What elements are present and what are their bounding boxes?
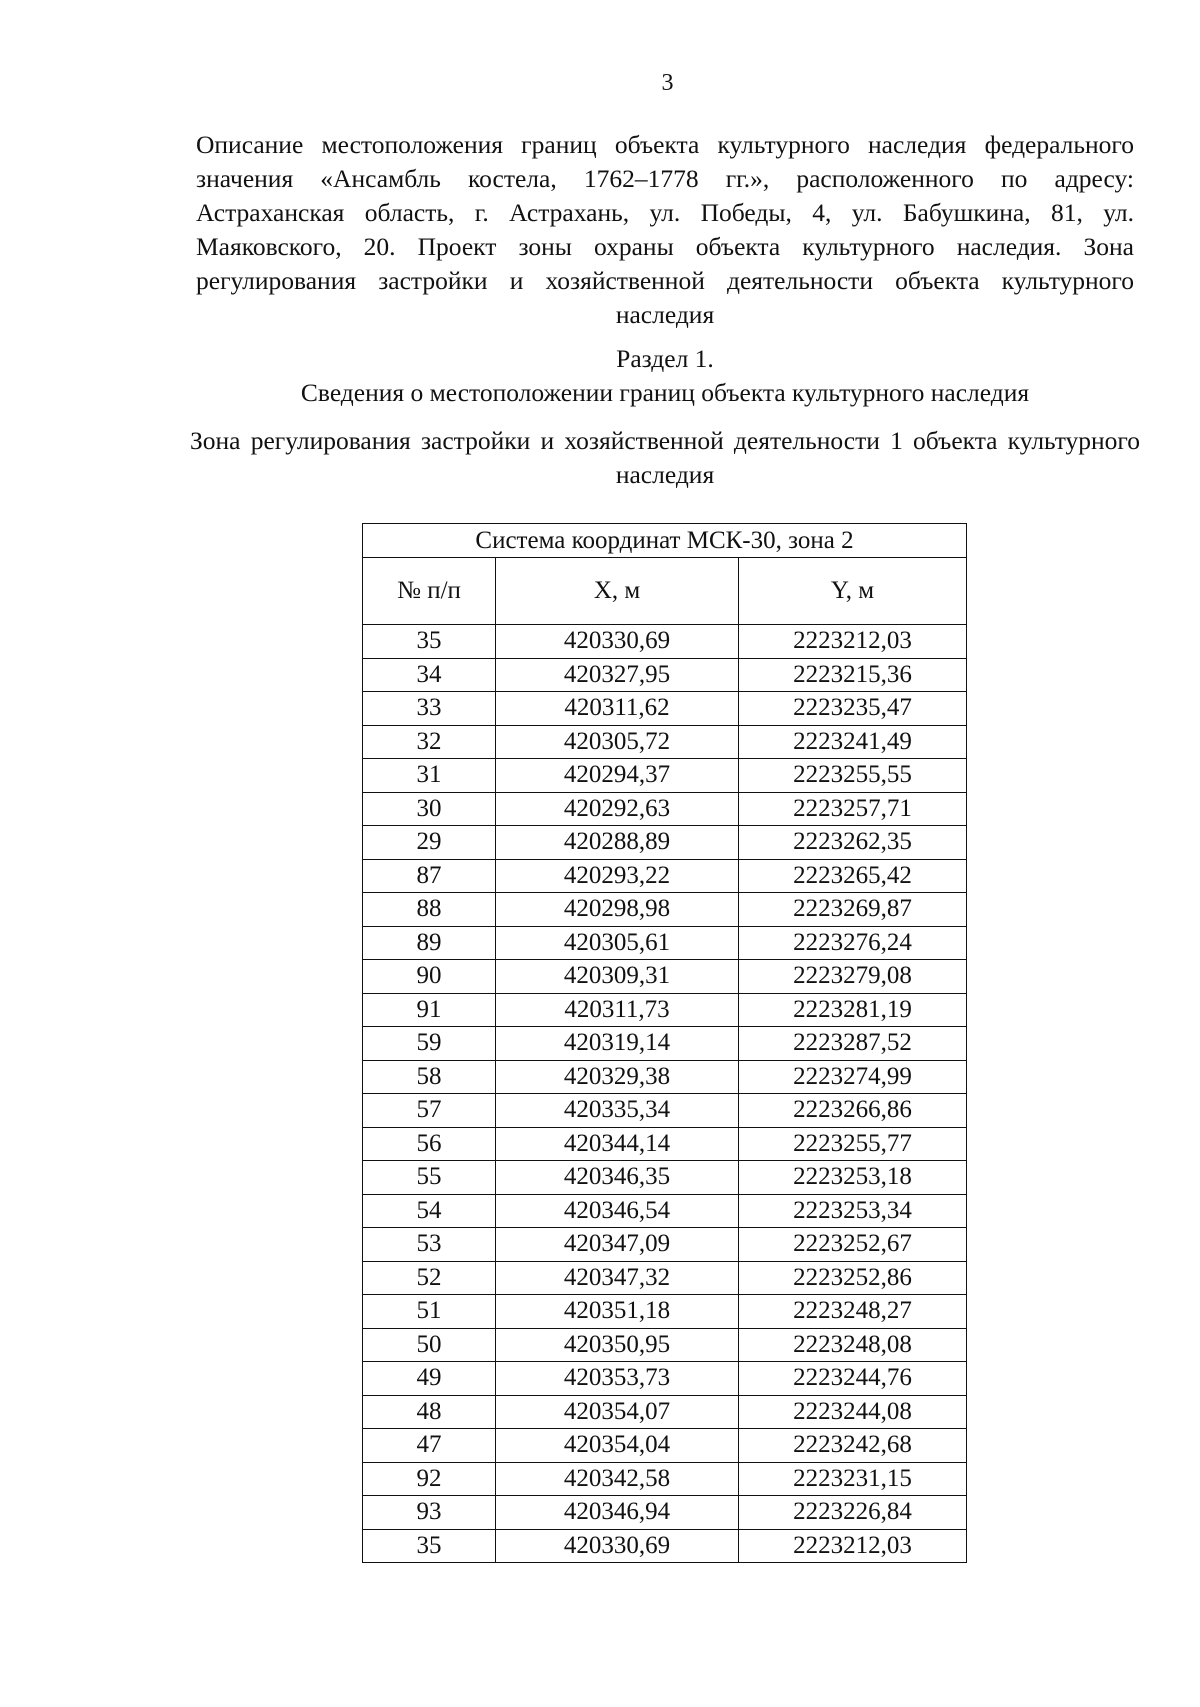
x-coordinate-cell: 420298,98 — [496, 893, 739, 927]
table-row — [363, 993, 967, 1027]
x-coordinate-cell: 420294,37 — [496, 759, 739, 793]
column-header-y: Y, м — [739, 558, 967, 625]
y-coordinate-cell: 2223235,47 — [739, 692, 967, 726]
point-number-cell: 92 — [363, 1462, 496, 1496]
point-number-cell: 58 — [363, 1060, 496, 1094]
point-number-cell: 35 — [363, 625, 496, 659]
x-coordinate-cell: 420311,73 — [496, 993, 739, 1027]
table-row — [363, 725, 967, 759]
table-row — [363, 826, 967, 860]
table-row — [363, 1060, 967, 1094]
y-coordinate-cell: 2223265,42 — [739, 859, 967, 893]
table-row — [363, 1261, 967, 1295]
table-row — [363, 960, 967, 994]
x-coordinate-cell: 420347,09 — [496, 1228, 739, 1262]
table-row — [363, 1362, 967, 1396]
table-row — [363, 1529, 967, 1563]
y-coordinate-cell: 2223266,86 — [739, 1094, 967, 1128]
point-number-cell: 59 — [363, 1027, 496, 1061]
table-row — [363, 1462, 967, 1496]
point-number-cell: 88 — [363, 893, 496, 927]
point-number-cell: 47 — [363, 1429, 496, 1463]
point-number-cell: 50 — [363, 1328, 496, 1362]
x-coordinate-cell: 420330,69 — [496, 625, 739, 659]
zone-title: Зона регулирования застройки и хозяйственной деятельности 1 объекта культурного наследия — [190, 426, 1140, 489]
point-number-cell: 93 — [363, 1496, 496, 1530]
table-row — [363, 859, 967, 893]
x-coordinate-cell: 420354,04 — [496, 1429, 739, 1463]
y-coordinate-cell: 2223226,84 — [739, 1496, 967, 1530]
point-number-cell: 87 — [363, 859, 496, 893]
point-number-cell: 35 — [363, 1529, 496, 1563]
x-coordinate-cell: 420288,89 — [496, 826, 739, 860]
y-coordinate-cell: 2223242,68 — [739, 1429, 967, 1463]
y-coordinate-cell: 2223279,08 — [739, 960, 967, 994]
point-number-cell: 32 — [363, 725, 496, 759]
page-number: 3 — [661, 70, 674, 96]
section-subtitle: Сведения о местоположении границ объекта культурного наследия — [300, 378, 1030, 407]
y-coordinate-cell: 2223248,08 — [739, 1328, 967, 1362]
x-coordinate-cell: 420350,95 — [496, 1328, 739, 1362]
table-row — [363, 1094, 967, 1128]
point-number-cell: 54 — [363, 1194, 496, 1228]
x-coordinate-cell: 420346,35 — [496, 1161, 739, 1195]
document-description: Описание местоположения границ объекта культурного наследия федерального значения «Ансамбль костела, 1762–1778 гг.», расположенного по адресу: Астраханская область, г. Астрахань, ул. Победы, 4, ул. Бабушкина, 81, ул. Маяковского, 20. Проект зоны охраны объекта культурного наследия. Зона регулирования застройки и хозяйственной деятельности объекта культурного наследия — [196, 130, 1134, 329]
y-coordinate-cell: 2223262,35 — [739, 826, 967, 860]
section-title: Раздел 1. — [616, 344, 714, 373]
y-coordinate-cell: 2223253,18 — [739, 1161, 967, 1195]
x-coordinate-cell: 420354,07 — [496, 1395, 739, 1429]
point-number-cell: 33 — [363, 692, 496, 726]
x-coordinate-cell: 420344,14 — [496, 1127, 739, 1161]
table-body — [363, 625, 967, 1563]
point-number-cell: 53 — [363, 1228, 496, 1262]
y-coordinate-cell: 2223255,77 — [739, 1127, 967, 1161]
table-row — [363, 1429, 967, 1463]
y-coordinate-cell: 2223244,08 — [739, 1395, 967, 1429]
y-coordinate-cell: 2223276,24 — [739, 926, 967, 960]
table-row — [363, 759, 967, 793]
point-number-cell: 34 — [363, 658, 496, 692]
point-number-cell: 56 — [363, 1127, 496, 1161]
y-coordinate-cell: 2223269,87 — [739, 893, 967, 927]
table-row — [363, 926, 967, 960]
table-row — [363, 1328, 967, 1362]
table-row — [363, 658, 967, 692]
table-row — [363, 625, 967, 659]
table-row — [363, 1395, 967, 1429]
table-row — [363, 1194, 967, 1228]
x-coordinate-cell: 420329,38 — [496, 1060, 739, 1094]
table-row — [363, 692, 967, 726]
x-coordinate-cell: 420353,73 — [496, 1362, 739, 1396]
point-number-cell: 57 — [363, 1094, 496, 1128]
y-coordinate-cell: 2223215,36 — [739, 658, 967, 692]
x-coordinate-cell: 420309,31 — [496, 960, 739, 994]
point-number-cell: 48 — [363, 1395, 496, 1429]
x-coordinate-cell: 420346,54 — [496, 1194, 739, 1228]
point-number-cell: 89 — [363, 926, 496, 960]
table-row — [363, 1127, 967, 1161]
point-number-cell: 52 — [363, 1261, 496, 1295]
x-coordinate-cell: 420330,69 — [496, 1529, 739, 1563]
table-caption: Система координат МСК-30, зона 2 — [363, 524, 967, 558]
x-coordinate-cell: 420347,32 — [496, 1261, 739, 1295]
point-number-cell: 90 — [363, 960, 496, 994]
x-coordinate-cell: 420319,14 — [496, 1027, 739, 1061]
x-coordinate-cell: 420335,34 — [496, 1094, 739, 1128]
table-row — [363, 1228, 967, 1262]
point-number-cell: 55 — [363, 1161, 496, 1195]
point-number-cell: 51 — [363, 1295, 496, 1329]
y-coordinate-cell: 2223257,71 — [739, 792, 967, 826]
y-coordinate-cell: 2223244,76 — [739, 1362, 967, 1396]
table-row — [363, 792, 967, 826]
y-coordinate-cell: 2223212,03 — [739, 1529, 967, 1563]
x-coordinate-cell: 420305,61 — [496, 926, 739, 960]
point-number-cell: 29 — [363, 826, 496, 860]
table-row — [363, 1496, 967, 1530]
point-number-cell: 31 — [363, 759, 496, 793]
y-coordinate-cell: 2223274,99 — [739, 1060, 967, 1094]
y-coordinate-cell: 2223231,15 — [739, 1462, 967, 1496]
column-header-number: № п/п — [363, 558, 496, 625]
y-coordinate-cell: 2223253,34 — [739, 1194, 967, 1228]
y-coordinate-cell: 2223252,86 — [739, 1261, 967, 1295]
y-coordinate-cell: 2223281,19 — [739, 993, 967, 1027]
table-row — [363, 893, 967, 927]
y-coordinate-cell: 2223255,55 — [739, 759, 967, 793]
y-coordinate-cell: 2223287,52 — [739, 1027, 967, 1061]
table-row — [363, 1161, 967, 1195]
table-row — [363, 1295, 967, 1329]
y-coordinate-cell: 2223252,67 — [739, 1228, 967, 1262]
column-header-x: X, м — [496, 558, 739, 625]
x-coordinate-cell: 420293,22 — [496, 859, 739, 893]
point-number-cell: 30 — [363, 792, 496, 826]
x-coordinate-cell: 420351,18 — [496, 1295, 739, 1329]
point-number-cell: 91 — [363, 993, 496, 1027]
x-coordinate-cell: 420292,63 — [496, 792, 739, 826]
point-number-cell: 49 — [363, 1362, 496, 1396]
x-coordinate-cell: 420342,58 — [496, 1462, 739, 1496]
x-coordinate-cell: 420305,72 — [496, 725, 739, 759]
x-coordinate-cell: 420346,94 — [496, 1496, 739, 1530]
table-row — [363, 1027, 967, 1061]
coordinates-table — [362, 523, 967, 1563]
y-coordinate-cell: 2223212,03 — [739, 625, 967, 659]
y-coordinate-cell: 2223241,49 — [739, 725, 967, 759]
x-coordinate-cell: 420311,62 — [496, 692, 739, 726]
y-coordinate-cell: 2223248,27 — [739, 1295, 967, 1329]
x-coordinate-cell: 420327,95 — [496, 658, 739, 692]
